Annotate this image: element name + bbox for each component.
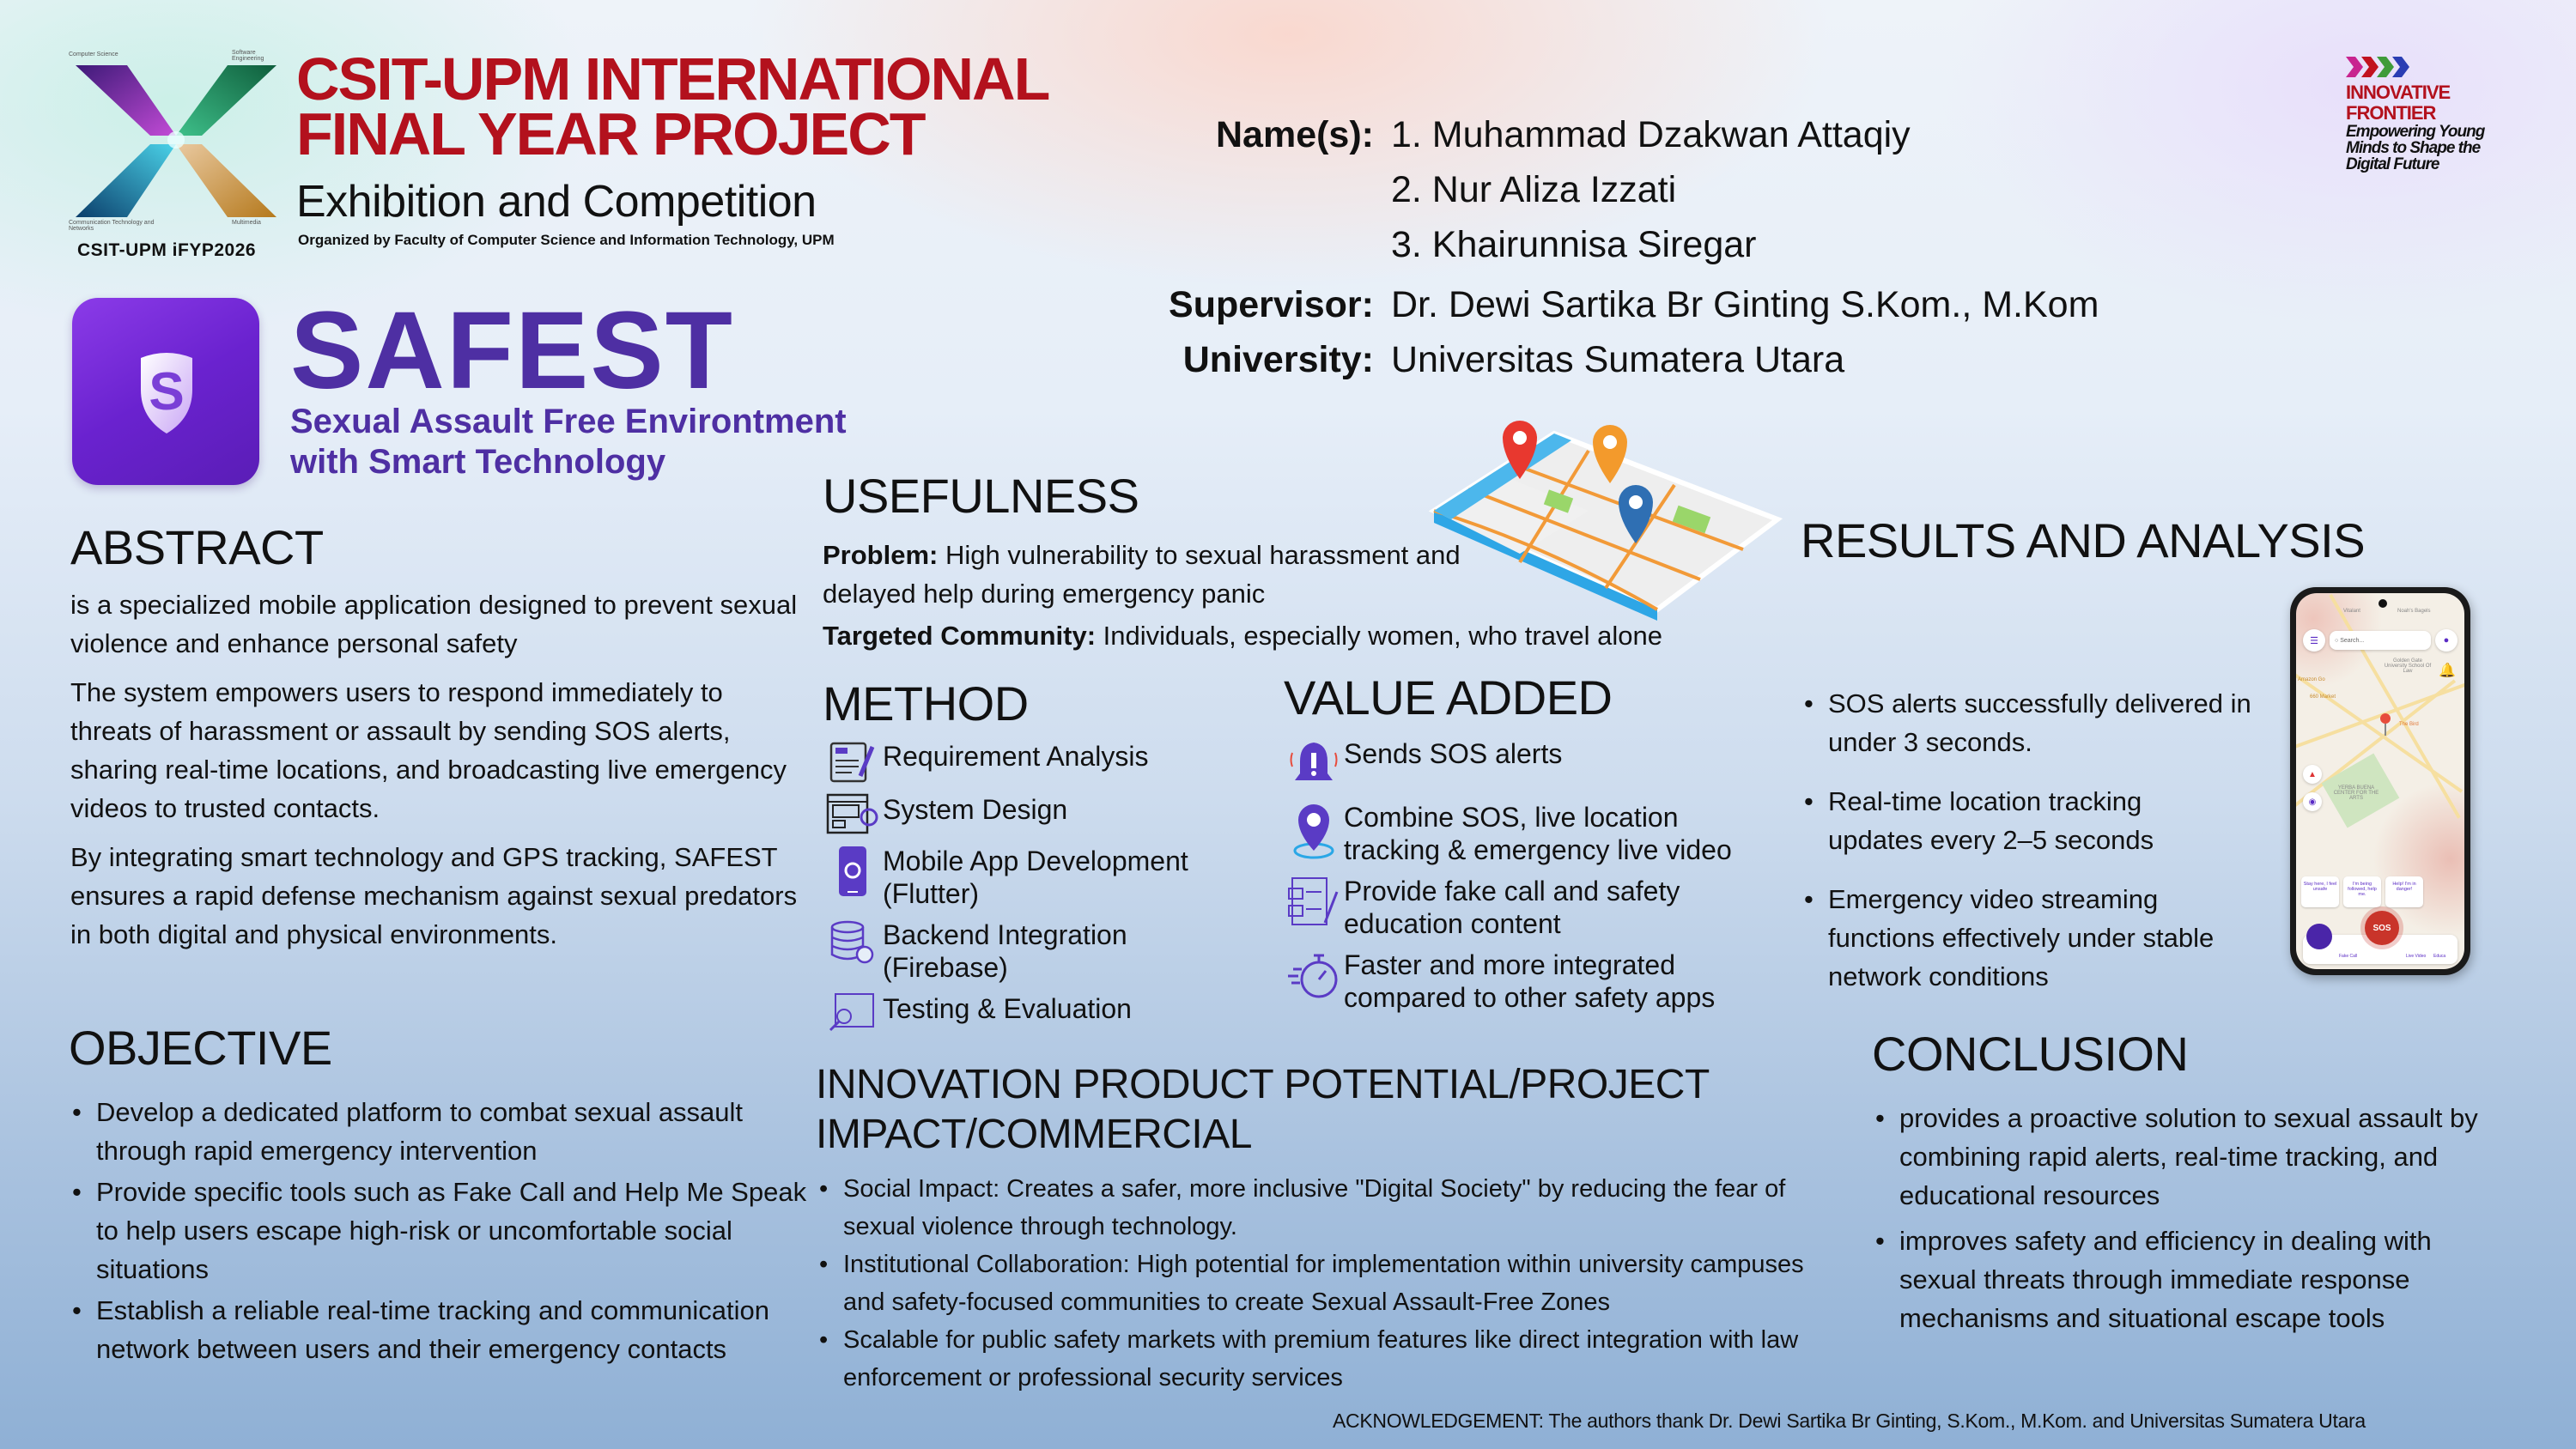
map-label: Vitalant	[2343, 609, 2360, 614]
csit-x-logo	[69, 50, 283, 230]
phone-mockup	[2290, 587, 2470, 975]
event-title-line1: CSIT-UPM INTERNATIONAL	[296, 45, 1049, 112]
phrase-chip[interactable]: I'm being followed, help me.	[2343, 876, 2381, 907]
innovation-heading: INNOVATION PRODUCT POTENTIAL/PROJECT IMPACT/COMMERCIAL	[816, 1062, 1709, 1157]
app-top-bar	[2303, 629, 2458, 652]
app-screen	[2296, 593, 2464, 969]
objective-heading: OBJECTIVE	[69, 1021, 332, 1075]
value-item	[1284, 949, 1799, 1014]
community-label: Targeted Community:	[823, 621, 1097, 651]
share-location-icon[interactable]: ◉	[2303, 792, 2322, 811]
event-organizer: Organized by Faculty of Computer Science and Information Technology, UPM	[298, 232, 835, 248]
abstract-heading: ABSTRACT	[70, 520, 324, 574]
university-label: University:	[1182, 339, 1374, 380]
phrase-chip[interactable]: Stay here, I feel unsafe	[2301, 876, 2339, 907]
author-name-3: 3. Khairunnisa Siregar	[1391, 224, 1757, 265]
map-label: Golden Gate University School Of Law	[2384, 658, 2432, 674]
value-item	[1284, 801, 1799, 866]
x-emblem-icon	[69, 50, 283, 230]
requirement-analysis-icon	[823, 740, 883, 785]
value-added-section	[1284, 670, 1799, 1022]
problem-statement	[823, 536, 1475, 613]
project-subtitle-line1: Sexual Assault Free Environtment	[290, 403, 847, 440]
method-item	[823, 793, 1269, 836]
conclusion-heading: CONCLUSION	[1872, 1027, 2189, 1081]
map-label: Amazon Go	[2298, 677, 2325, 682]
event-tag: CSIT-UPM iFYP2026	[77, 240, 257, 260]
result-item: • SOS alerts successfully delivered in under 3 seconds.	[1801, 684, 2264, 761]
abstract-paragraph: is a specialized mobile application designed to prevent sexual violence and enhance personal safety	[70, 590, 798, 658]
event-title	[296, 45, 1049, 167]
map-pins-icon	[1417, 416, 1786, 622]
conclusion-item: • provides a proactive solution to sexual assault by combining rapid alerts, real-time tracking, and educational resources	[1872, 1099, 2507, 1215]
usefulness-heading: USEFULNESS	[823, 469, 1139, 523]
education-tab[interactable]: Educa	[2433, 954, 2446, 959]
supervisor-name: Dr. Dewi Sartika Br Ginting S.Kom., M.Kom	[1391, 284, 2099, 325]
map-label: 660 Market	[2310, 694, 2336, 700]
value-added-heading: VALUE ADDED	[1284, 670, 1613, 724]
menu-icon[interactable]: ☰	[2303, 629, 2325, 652]
result-item: • Real-time location tracking updates every 2–5 seconds	[1801, 782, 2197, 859]
event-title-line2: FINAL YEAR PROJECT	[296, 100, 925, 167]
value-label: Combine SOS, live location tracking & emergency live video	[1344, 802, 1732, 865]
supervisor-label: Supervisor:	[1169, 284, 1374, 325]
author-info	[1125, 107, 2099, 387]
conclusion-item: • improves safety and efficiency in dealing with sexual threats through immediate response mechanisms and situational escape tools	[1872, 1222, 2507, 1337]
university-name: Universitas Sumatera Utara	[1391, 339, 1845, 380]
project-subtitle	[290, 402, 847, 482]
education-content-icon	[1284, 875, 1344, 930]
method-item	[823, 740, 1269, 785]
current-location-pin-icon	[2380, 713, 2391, 724]
conclusion-section	[1872, 1026, 2507, 1344]
innovation-section	[816, 1060, 1880, 1397]
theme-tagline: Empowering Young Minds to Shape the Digital Future	[2346, 123, 2485, 173]
innovation-item: • Institutional Collaboration: High potential for implementation within university campuses and safety-focused communities to create Sexual Assault-Free Zones	[816, 1246, 1822, 1321]
value-item	[1284, 737, 1799, 792]
method-section	[823, 676, 1269, 1040]
system-design-icon	[823, 793, 883, 836]
innovation-item: • Scalable for public safety markets with premium features like direct integration with law enforcement or professional security services	[816, 1321, 1908, 1397]
chevrons-icon	[2346, 57, 2518, 77]
project-subtitle-line2: with Smart Technology	[290, 443, 666, 481]
logo-label-mm: Multimedia	[232, 220, 261, 226]
value-label: Provide fake call and safety education content	[1344, 876, 1680, 939]
theme-badge	[2346, 57, 2518, 173]
fake-call-tab[interactable]: Fake Call	[2339, 954, 2358, 959]
shield-s-icon	[132, 351, 201, 437]
objective-item: • Develop a dedicated platform to combat sexual assault through rapid emergency intervention	[69, 1093, 807, 1170]
method-label: Requirement Analysis	[883, 741, 1149, 772]
method-label: System Design	[883, 794, 1068, 825]
location-pin-icon	[1284, 801, 1344, 861]
author-name-1: 1. Muhammad Dzakwan Attaqiy	[1391, 114, 1911, 155]
search-icon: ○	[2335, 637, 2341, 644]
map-search-input[interactable]	[2330, 631, 2431, 650]
app-icon	[72, 298, 259, 485]
author-name-2: 2. Nur Aliza Izzati	[1391, 169, 1677, 210]
method-label: Backend Integration (Firebase)	[883, 919, 1127, 983]
theme-line2: FRONTIER	[2346, 102, 2436, 124]
abstract-paragraph: The system empowers users to respond immediately to threats of harassment or assault by sending SOS alerts, sharing real-time locations, and broadcasting live emergency videos to trusted contacts.	[70, 677, 787, 823]
value-label: Sends SOS alerts	[1344, 738, 1563, 769]
alarm-bell-icon	[1284, 737, 1344, 792]
problem-text: High vulnerability to sexual harassment and delayed help during emergency panic	[823, 540, 1461, 609]
project-name: SAFEST	[290, 289, 734, 412]
search-placeholder: Search...	[2340, 637, 2365, 644]
results-heading: RESULTS AND ANALYSIS	[1801, 513, 2366, 567]
logo-label-cs: Computer Science	[69, 52, 118, 58]
method-label: Mobile App Development (Flutter)	[883, 846, 1188, 909]
home-button[interactable]	[2306, 924, 2332, 949]
result-item: • Emergency video streaming functions effectively under stable network conditions	[1801, 880, 2264, 996]
camera-notch	[2379, 599, 2387, 608]
value-label: Faster and more integrated compared to other safety apps	[1344, 949, 1716, 1013]
innovation-item: • Social Impact: Creates a safer, more inclusive "Digital Society" by reducing the fear of sexual violence through technology.	[816, 1170, 1796, 1246]
testing-icon	[823, 992, 883, 1032]
event-subtitle: Exhibition and Competition	[296, 177, 817, 227]
user-profile-icon[interactable]: ●	[2435, 629, 2458, 652]
method-item	[823, 992, 1269, 1032]
city-map-illustration	[1417, 416, 1786, 622]
community-text: Individuals, especially women, who travel alone	[1096, 621, 1663, 651]
theme-line1: INNOVATIVE	[2346, 82, 2451, 103]
stopwatch-icon	[1284, 949, 1344, 1003]
method-item	[823, 919, 1269, 984]
map-label: The Bird	[2399, 722, 2419, 727]
method-heading: METHOD	[823, 676, 1029, 731]
method-item	[823, 845, 1269, 910]
sos-button[interactable]: SOS	[2365, 911, 2399, 945]
abstract-paragraph: By integrating smart technology and GPS tracking, SAFEST ensures a rapid defense mechanism against sexual predators in both digital and physical environments.	[70, 842, 798, 949]
notification-bell-icon[interactable]: 🔔	[2439, 664, 2456, 678]
acknowledgement: ACKNOWLEDGEMENT: The authors thank Dr. Dewi Sartika Br Ginting, S.Kom., M.Kom. and Universitas Sumatera Utara	[1333, 1410, 2366, 1432]
live-video-tab[interactable]: Live Video	[2406, 954, 2427, 959]
quick-phrases	[2301, 876, 2423, 907]
method-label: Testing & Evaluation	[883, 993, 1132, 1024]
mobile-app-icon	[823, 845, 883, 898]
map-label: YERBA BUENA CENTER FOR THE ARTS	[2333, 785, 2379, 801]
svg-text:S: S	[149, 362, 185, 421]
objective-item: • Establish a reliable real-time tracking and communication network between users and their emergency contacts	[69, 1291, 807, 1368]
logo-label-ctn: Communication Technology and Networks	[69, 220, 155, 232]
phrase-chip[interactable]: Help! I'm in danger!	[2385, 876, 2423, 907]
siren-icon[interactable]: ▲	[2303, 765, 2322, 784]
objective-section	[69, 1020, 807, 1371]
problem-label: Problem:	[823, 540, 939, 570]
map-label: Noah's Bagels	[2397, 609, 2431, 614]
names-label: Name(s):	[1216, 114, 1374, 155]
logo-label-se: Software Engineering	[232, 50, 264, 62]
objective-item: • Provide specific tools such as Fake Call and Help Me Speak to help users escape high-risk or uncomfortable social situations	[69, 1173, 807, 1288]
database-icon	[823, 919, 883, 967]
value-item	[1284, 875, 1799, 940]
abstract-section	[70, 519, 800, 954]
